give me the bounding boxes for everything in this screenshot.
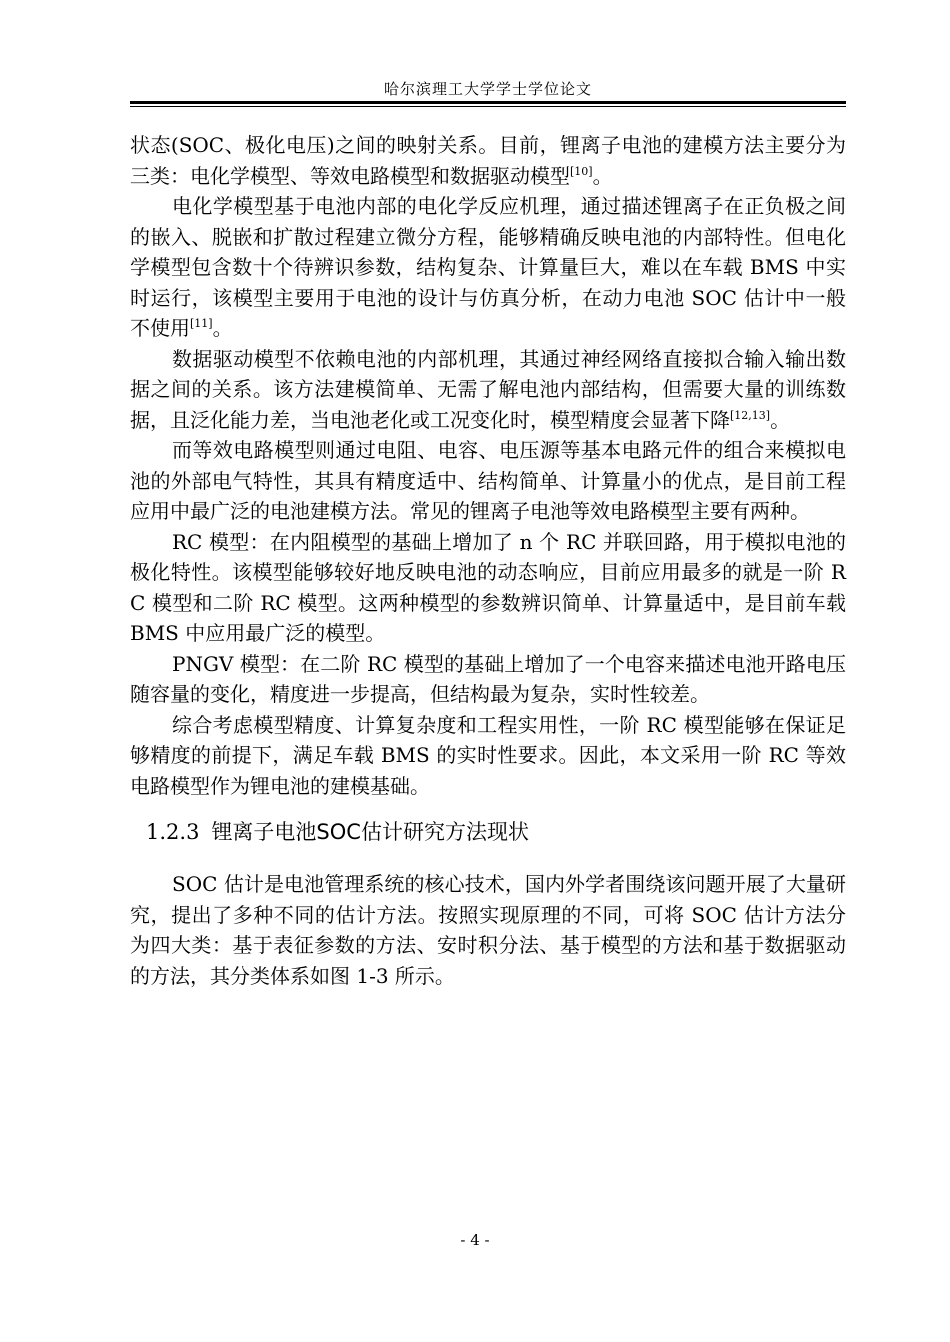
paragraph-soc-estimation-overview xyxy=(130,869,846,991)
citation: [12,13] xyxy=(730,408,771,422)
section-heading xyxy=(146,812,846,852)
citation: [11] xyxy=(190,317,213,330)
paragraph-text: RC 模型：在内阻模型的基础上增加了 n 个 RC 并联回路，用于模拟电池的极化特性。该模型能够较好地反映电池的动态响应，目前应用最多的就是一阶 RC 模型和二阶 RC 模型。这两种模型的参数辨识简单、计算量适中，是目前车载 BMS 中应用最广泛的模型。 xyxy=(130,529,846,645)
paragraph-electrochemical-model xyxy=(130,191,846,344)
paragraph-conclusion xyxy=(130,710,846,802)
paragraph-end: 。 xyxy=(592,163,613,188)
section-number: 1.2.3 xyxy=(146,820,200,844)
paragraph-pngv-model xyxy=(130,649,846,710)
paragraph-text: PNGV 模型：在二阶 RC 模型的基础上增加了一个电容来描述电池开路电压随容量的变化，精度进一步提高，但结构最为复杂，实时性较差。 xyxy=(130,651,846,706)
running-header: 哈尔滨理工大学学士学位论文 xyxy=(383,80,592,98)
header-rule-thin xyxy=(130,106,846,107)
paragraph-continuation xyxy=(130,130,846,191)
page-number: - 4 - xyxy=(460,1231,490,1249)
paragraph-rc-model xyxy=(130,527,846,649)
citation: [10] xyxy=(570,164,593,178)
paragraph-end: 。 xyxy=(770,407,791,432)
header-rule-thick xyxy=(130,101,846,104)
paragraph-text: 状态(SOC、极化电压)之间的映射关系。目前，锂离子电池的建模方法主要分为三类：电化学模型、等效电路模型和数据驱动模型 xyxy=(130,133,846,188)
section-title: 锂离子电池SOC估计研究方法现状 xyxy=(211,820,529,844)
paragraph-text: 综合考虑模型精度、计算复杂度和工程实用性，一阶 RC 模型能够在保证足够精度的前提下，满足车载 BMS 的实时性要求。因此，本文采用一阶 RC 等效电路模型作为锂电池的建模基础。 xyxy=(130,712,846,798)
paragraph-end: 。 xyxy=(212,316,233,340)
paragraph-text: 电化学模型基于电池内部的电化学反应机理，通过描述锂离子在正负极之间的嵌入、脱嵌和扩散过程建立微分方程，能够精确反映电池的内部特性。但电化学模型包含数十个待辨识参数，结构复杂、计算量巨大，难以在车载 BMS 中实时运行，该模型主要用于电池的设计与仿真分析，在动力电池 SOC 估计中一般不使用 xyxy=(130,194,846,340)
paragraph-text: 数据驱动模型不依赖电池的内部机理，其通过神经网络直接拟合输入输出数据之间的关系。该方法建模简单、无需了解电池内部结构，但需要大量的训练数据，且泛化能力差，当电池老化或工况变化时，模型精度会显著下降 xyxy=(130,346,846,432)
body-text xyxy=(130,130,846,991)
paragraph-equivalent-circuit-model xyxy=(130,435,846,527)
paragraph-text: SOC 估计是电池管理系统的核心技术，国内外学者围绕该问题开展了大量研究，提出了多种不同的估计方法。按照实现原理的不同，可将 SOC 估计方法分为四大类：基于表征参数的方法、安时积分法、基于模型的方法和基于数据驱动的方法，其分类体系如图 1-3 所示。 xyxy=(130,872,846,988)
paragraph-data-driven-model xyxy=(130,344,846,436)
paragraph-text: 而等效电路模型则通过电阻、电容、电压源等基本电路元件的组合来模拟电池的外部电气特性，其具有精度适中、结构简单、计算量小的优点，是目前工程应用中最广泛的电池建模方法。常见的锂离子电池等效电路模型主要有两种。 xyxy=(130,438,846,523)
